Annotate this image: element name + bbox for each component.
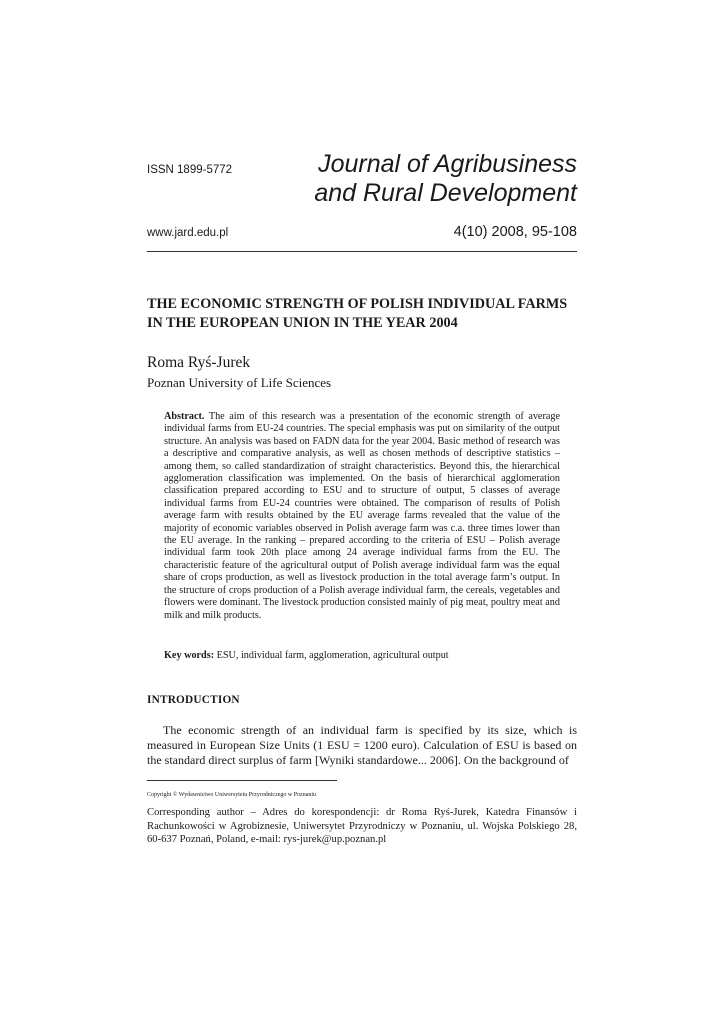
author-affiliation: Poznan University of Life Sciences bbox=[147, 375, 332, 390]
copyright-notice: Copyright © Wydawnictwo Uniwersytetu Przyrodniczego w Poznaniu bbox=[147, 792, 317, 798]
keywords-label: Key words: bbox=[164, 650, 215, 661]
journal-title-line-1: Journal of Agribusiness bbox=[318, 150, 577, 178]
keywords bbox=[164, 650, 560, 662]
abstract-text: The aim of this research was a presentation of the economic strength of average individual farms from EU-24 countries. The special emphasis was put on similarity of the output structure. An analysis was based on FADN data for the year 2004. Basic method of research was a descriptive and comparative analysis, as well as chosen methods of descriptive statistics – among them, so called standardization of straight characteristics. Beyond this, the hierarchical agglomeration classification was implemented. On the basis of hierarchical agglomeration classification prepared according to ESU and to structure of output, 5 classes of average individual farms from EU-24 countries were obtained. The comparison of results of Polish average farm with results obtained by the EU average farms revealed that the value of the majority of economic variables observed in Polish average farm was c.a. three times lower than the EU average. In the ranking – prepared according to the criteria of ESU – Polish average individual farm took 20th place among 24 average individual farms from the EU. The characteristic feature of the agricultural output of Polish average individual farm was the equal share of crops production, as well as livestock production in the total average farm’s output. In the structure of crops production of a Polish average individual farm, the cereals, vegetables and flowers were dominant. The livestock production consisted mainly of pig meat, poultry meat and milk and milk products. bbox=[164, 411, 560, 621]
footnote-divider bbox=[147, 780, 337, 781]
section-heading-introduction: INTRODUCTION bbox=[147, 694, 240, 706]
issn-number: ISSN 1899-5772 bbox=[147, 164, 233, 176]
journal-website: www.jard.edu.pl bbox=[147, 227, 229, 239]
abstract bbox=[164, 411, 560, 622]
keywords-text: ESU, individual farm, agglomeration, agricultural output bbox=[216, 650, 449, 661]
article-title: THE ECONOMIC STRENGTH OF POLISH INDIVIDUAL FARMS IN THE EUROPEAN UNION IN THE YEAR 2004 bbox=[147, 296, 568, 331]
author-name: Roma Ryś-Jurek bbox=[147, 354, 251, 371]
introduction-paragraph: The economic strength of an individual farm is specified by its size, which is measured in European Size Units (1 ESU = 1200 euro). Calculation of ESU is based on the standard direct surplus of farm [Wyniki standardowe... 2006]. On the background of bbox=[147, 723, 577, 768]
corresponding-author-note: Corresponding author – Adres do korespondencji: dr Roma Ryś-Jurek, Katedra Finansów i Rachunkowości w Agrobiznesie, Uniwersytet Przyrodniczy w Poznaniu, ul. Wojska Polskiego 28, 60-637 Poznań, Poland, e-mail: rys-jurek@up.poznan.pl bbox=[147, 807, 577, 846]
abstract-label: Abstract. bbox=[164, 411, 205, 422]
volume-pages: 4(10) 2008, 95-108 bbox=[453, 224, 577, 240]
journal-title-line-2: and Rural Development bbox=[314, 179, 577, 207]
header-divider bbox=[147, 251, 577, 252]
journal-title bbox=[314, 150, 577, 208]
